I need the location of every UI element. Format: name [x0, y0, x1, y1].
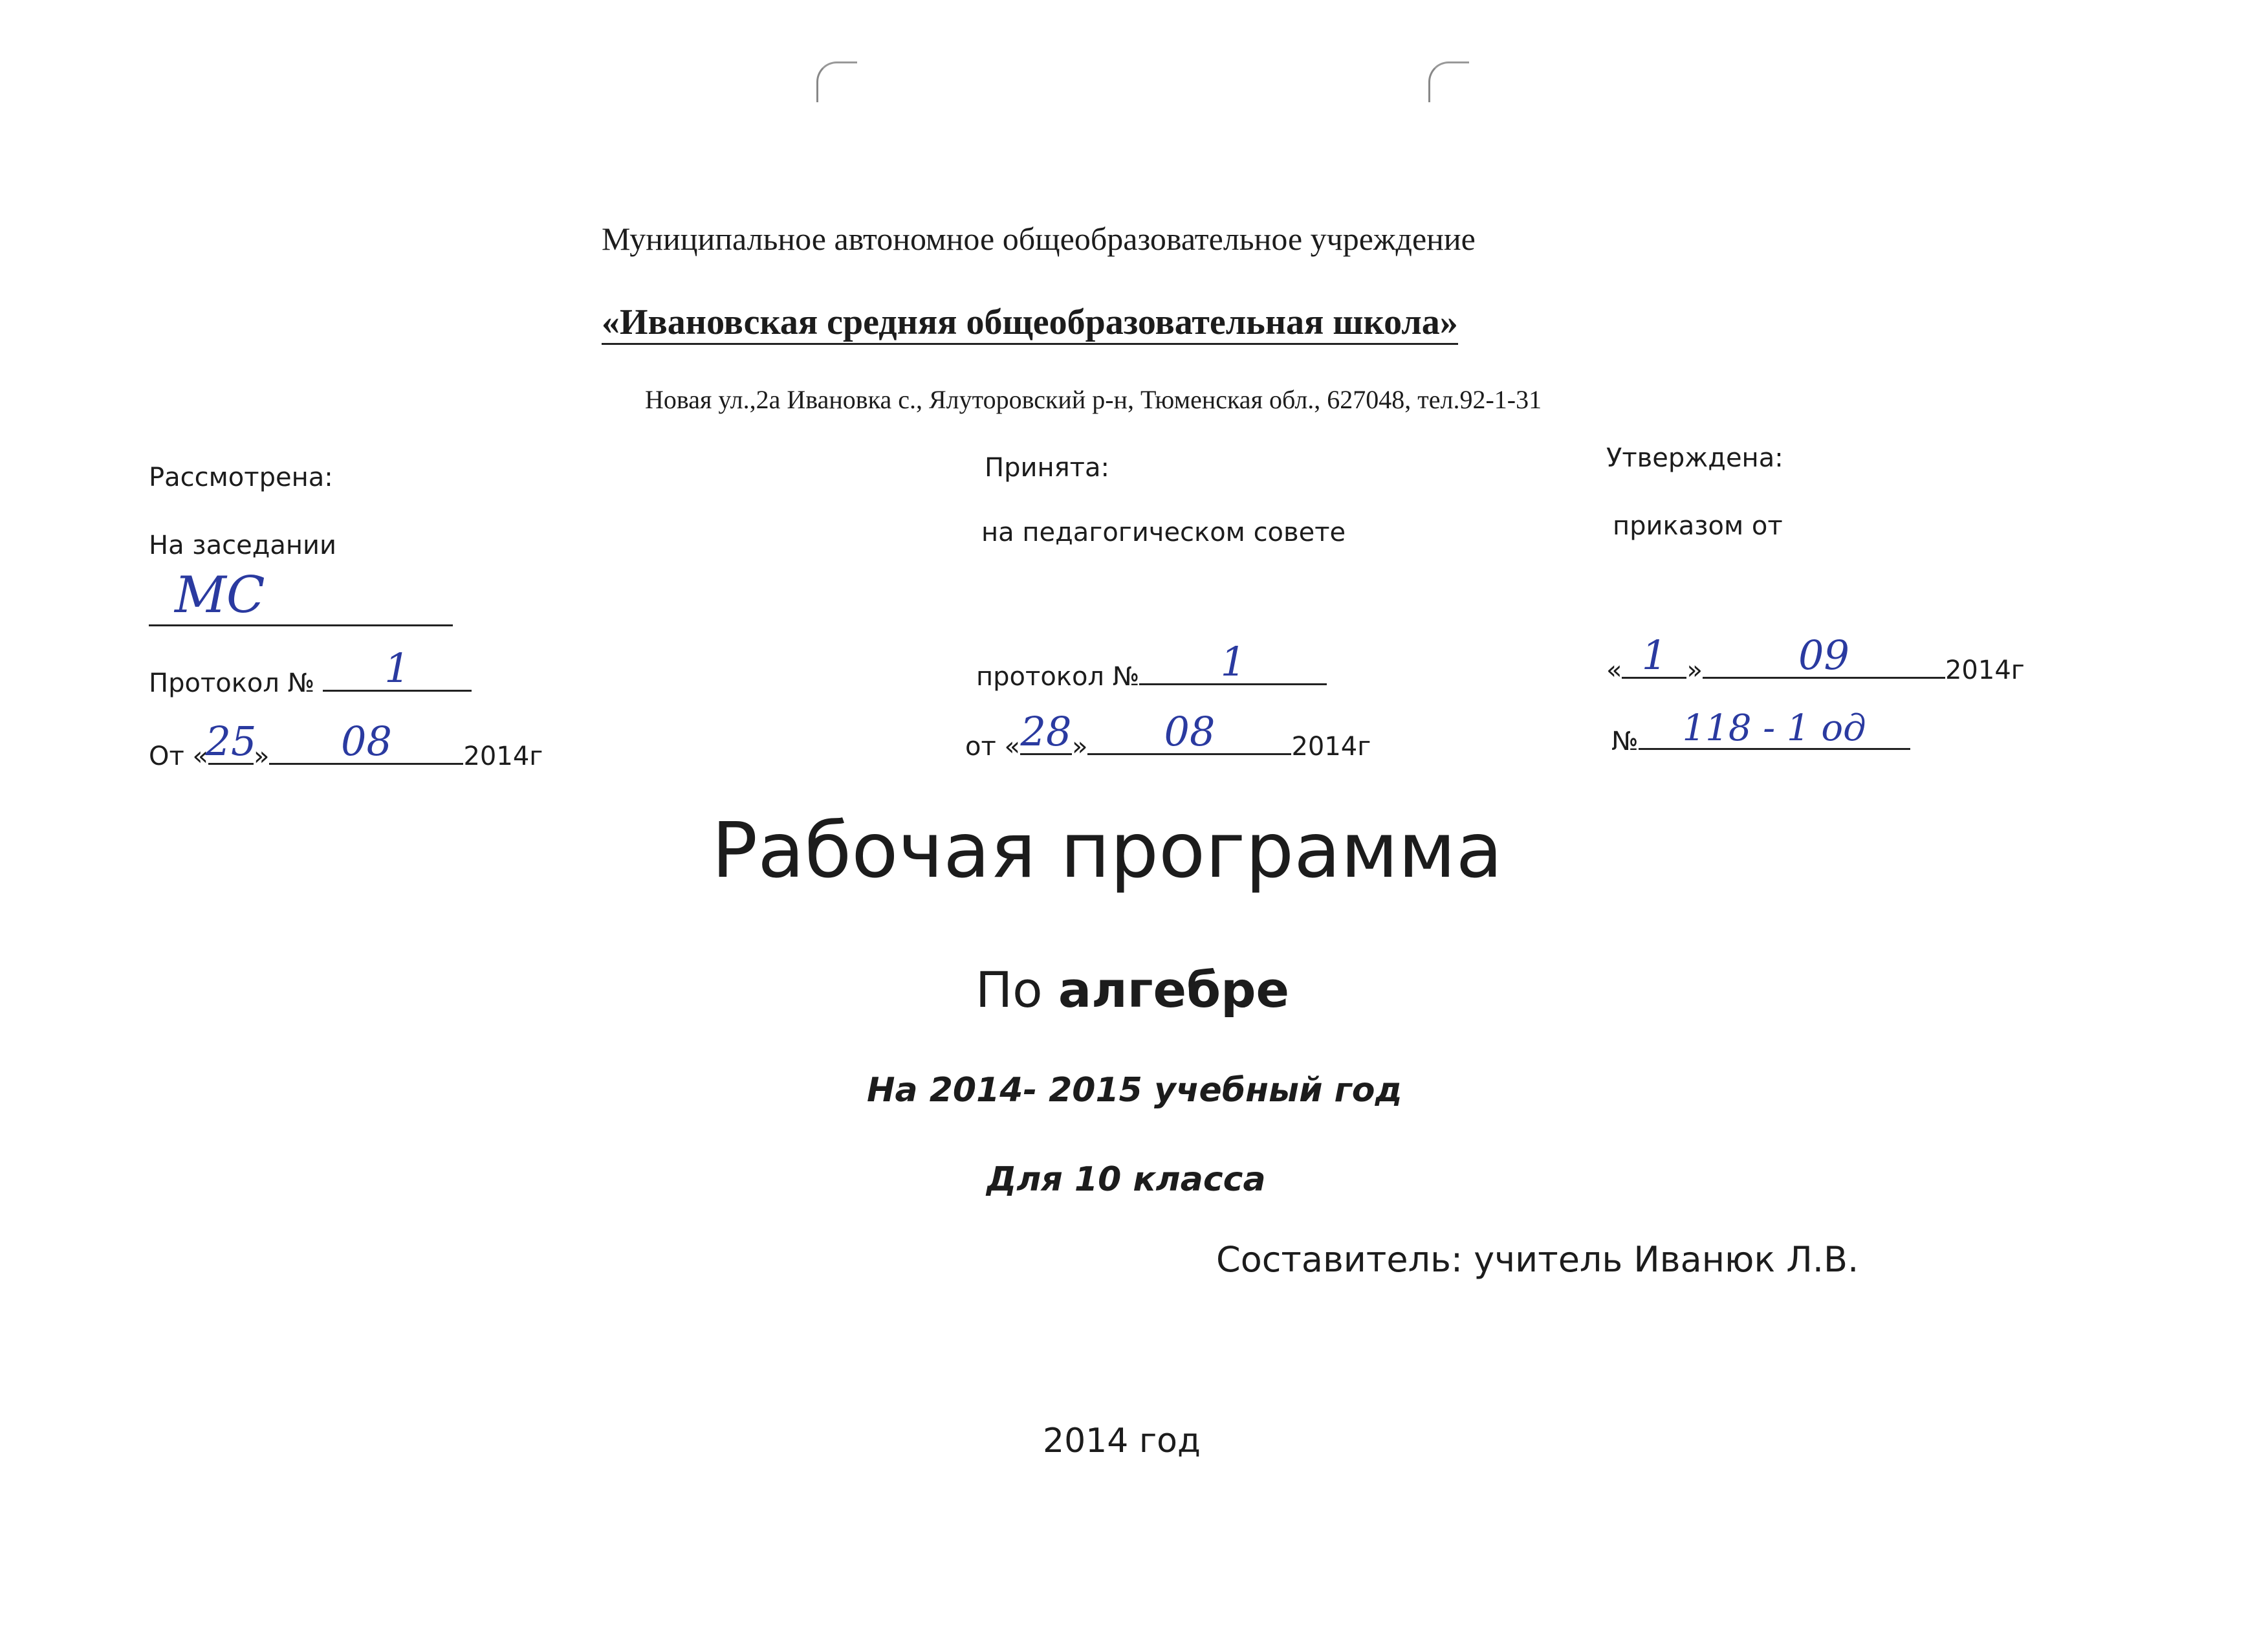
middle-date-line — [965, 708, 1371, 762]
right-date-day-blank — [1622, 632, 1686, 679]
organization-line: Муниципальное автономное общеобразовательное учреждение — [602, 221, 1476, 257]
document-title: Рабочая программа — [712, 806, 1503, 895]
left-protocol-blank — [323, 644, 472, 692]
middle-protocol-label: протокол № — [976, 662, 1140, 692]
class-line: Для 10 класса — [987, 1160, 1266, 1199]
left-date-prefix: От « — [149, 742, 208, 771]
middle-date-prefix: от « — [965, 732, 1020, 762]
punch-hole-mark-right — [1428, 61, 1469, 102]
middle-date-day: 28 — [1020, 708, 1072, 755]
right-date-line — [1606, 632, 2025, 685]
right-date-day: 1 — [1641, 632, 1668, 679]
right-block-title: Утверждена: — [1606, 443, 1783, 473]
right-number-value: 118 - 1 од — [1682, 707, 1866, 749]
school-address: Новая ул.,2а Ивановка с., Ялуторовский р-н, Тюменская обл., 627048, тел.92-1-31 — [645, 385, 1542, 414]
subject-name: алгебре — [1058, 961, 1290, 1018]
left-protocol-label: Протокол № — [149, 668, 315, 698]
middle-protocol-blank — [1139, 638, 1327, 685]
subject-line — [976, 961, 1289, 1018]
middle-date-month-blank — [1087, 708, 1291, 755]
right-date-month-blank — [1703, 632, 1945, 679]
school-name-text: «Ивановская средняя общеобразовательная школа» — [602, 302, 1458, 345]
left-date-day-blank — [205, 718, 257, 765]
right-number-blank — [1639, 707, 1910, 750]
academic-year-line: На 2014- 2015 учебный год — [867, 1071, 1402, 1110]
punch-hole-mark-left — [816, 61, 857, 102]
school-name — [602, 302, 1458, 345]
left-protocol-number: 1 — [384, 644, 410, 692]
left-protocol-line — [149, 644, 472, 698]
middle-date-day-blank — [1020, 708, 1072, 755]
left-approval-block — [149, 463, 615, 771]
middle-block-title: Принята: — [985, 453, 1109, 483]
right-date-open: « — [1606, 655, 1622, 685]
left-date-line — [149, 718, 543, 771]
right-approval-block — [1606, 443, 2124, 756]
right-number-line — [1611, 707, 1910, 756]
left-block-body-line — [149, 566, 453, 626]
right-date-month: 09 — [1798, 632, 1849, 679]
left-block-meeting: На заседании — [149, 531, 336, 560]
left-date-year: 2014г — [463, 742, 543, 771]
author-line: Составитель: учитель Иванюк Л.В. — [1216, 1239, 1859, 1280]
middle-date-mid: » — [1071, 732, 1088, 762]
subject-prefix: По — [976, 961, 1058, 1018]
left-date-mid: » — [253, 742, 270, 771]
left-date-month: 08 — [341, 718, 392, 765]
middle-block-council: на педагогическом совете — [981, 518, 1346, 547]
middle-date-year: 2014г — [1291, 732, 1371, 762]
left-block-title: Рассмотрена: — [149, 463, 333, 492]
left-date-day: 25 — [205, 718, 257, 765]
middle-date-month: 08 — [1164, 708, 1216, 755]
right-date-year: 2014г — [1945, 655, 2025, 685]
left-body-handwriting: МС — [175, 566, 265, 624]
right-number-label: № — [1611, 727, 1639, 756]
right-date-mid: » — [1686, 655, 1703, 685]
middle-protocol-number: 1 — [1220, 638, 1247, 685]
footer-year: 2014 год — [1043, 1422, 1201, 1460]
left-date-month-blank — [269, 718, 463, 765]
right-block-order: приказом от — [1613, 511, 1783, 541]
middle-protocol-line — [976, 638, 1327, 692]
